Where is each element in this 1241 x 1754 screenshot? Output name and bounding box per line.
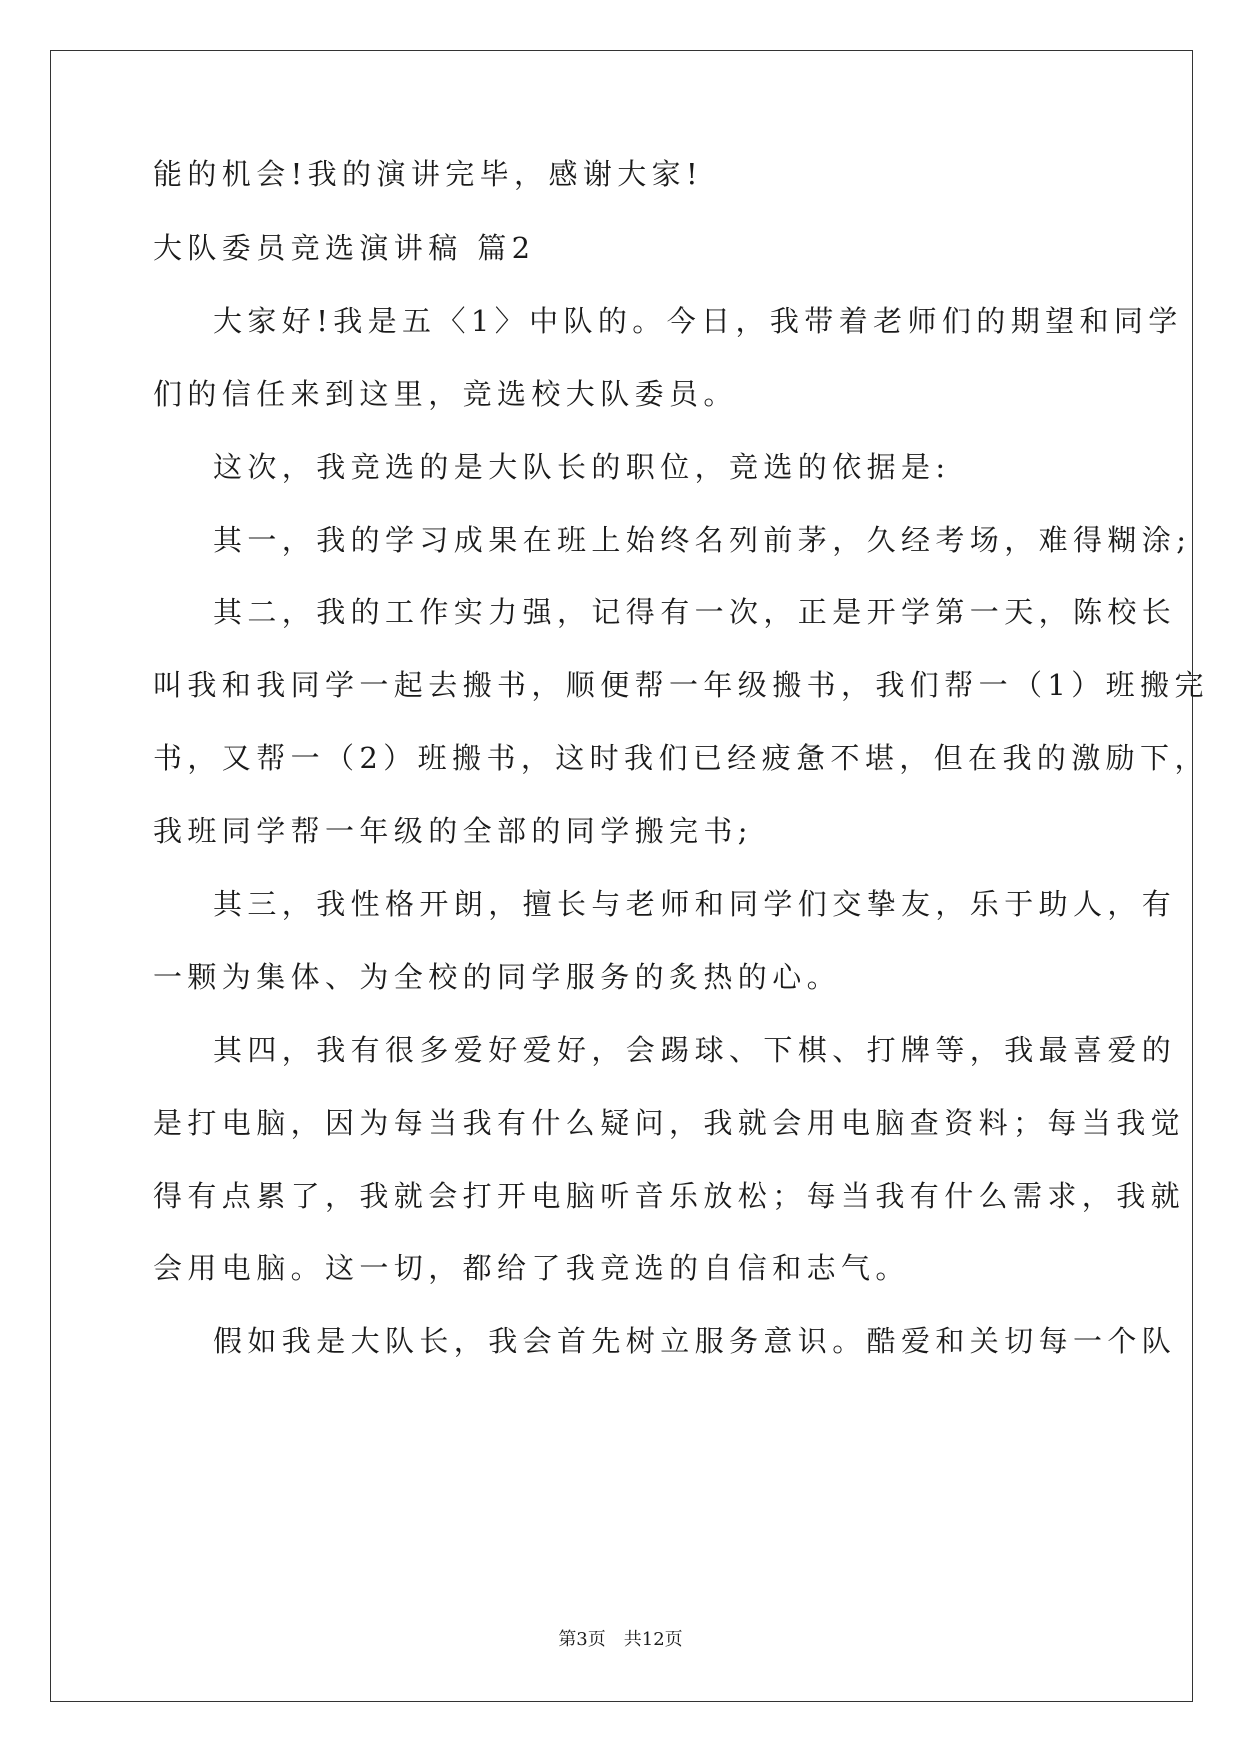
section-heading: 大队委员竞选演讲稿 篇2 — [153, 231, 536, 265]
paragraph-line: 其四，我有很多爱好爱好，会踢球、下棋、打牌等，我最喜爱的 — [213, 1033, 1177, 1067]
text-line: 们的信任来到这里，竞选校大队委员。 — [153, 377, 738, 411]
paragraph-line: 大家好!我是五〈1〉中队的。今日，我带着老师们的期望和同学 — [213, 304, 1183, 338]
page-total: 共12页 — [623, 1629, 683, 1650]
page-number: 第3页 — [558, 1629, 606, 1650]
paragraph-line: 其一，我的学习成果在班上始终名列前茅，久经考场，难得糊涂; — [213, 523, 1192, 557]
text-line: 得有点累了，我就会打开电脑听音乐放松；每当我有什么需求，我就 — [153, 1179, 1186, 1213]
text-line: 叫我和我同学一起去搬书，顺便帮一年级搬书，我们帮一（1）班搬完 — [153, 668, 1209, 702]
paragraph-line: 其三，我性格开朗，擅长与老师和同学们交挚友，乐于助人，有 — [213, 887, 1177, 921]
text-line: 能的机会!我的演讲完毕，感谢大家! — [153, 157, 704, 191]
text-line: 一颗为集体、为全校的同学服务的炙热的心。 — [153, 960, 842, 994]
text-line: 书，又帮一（2）班搬书，这时我们已经疲惫不堪，但在我的激励下， — [153, 741, 1209, 775]
paragraph-line: 其二，我的工作实力强，记得有一次，正是开学第一天，陈校长 — [213, 595, 1177, 629]
page-border — [50, 50, 1193, 1702]
text-line: 我班同学帮一年级的全部的同学搬完书; — [153, 814, 753, 848]
paragraph-line: 这次，我竞选的是大队长的职位，竞选的依据是: — [213, 450, 951, 484]
paragraph-line: 假如我是大队长，我会首先树立服务意识。酷爱和关切每一个队 — [213, 1324, 1177, 1358]
text-line: 是打电脑，因为每当我有什么疑问，我就会用电脑查资料；每当我觉 — [153, 1106, 1186, 1140]
text-line: 会用电脑。这一切，都给了我竞选的自信和志气。 — [153, 1251, 910, 1285]
page-footer — [0, 1631, 1241, 1649]
